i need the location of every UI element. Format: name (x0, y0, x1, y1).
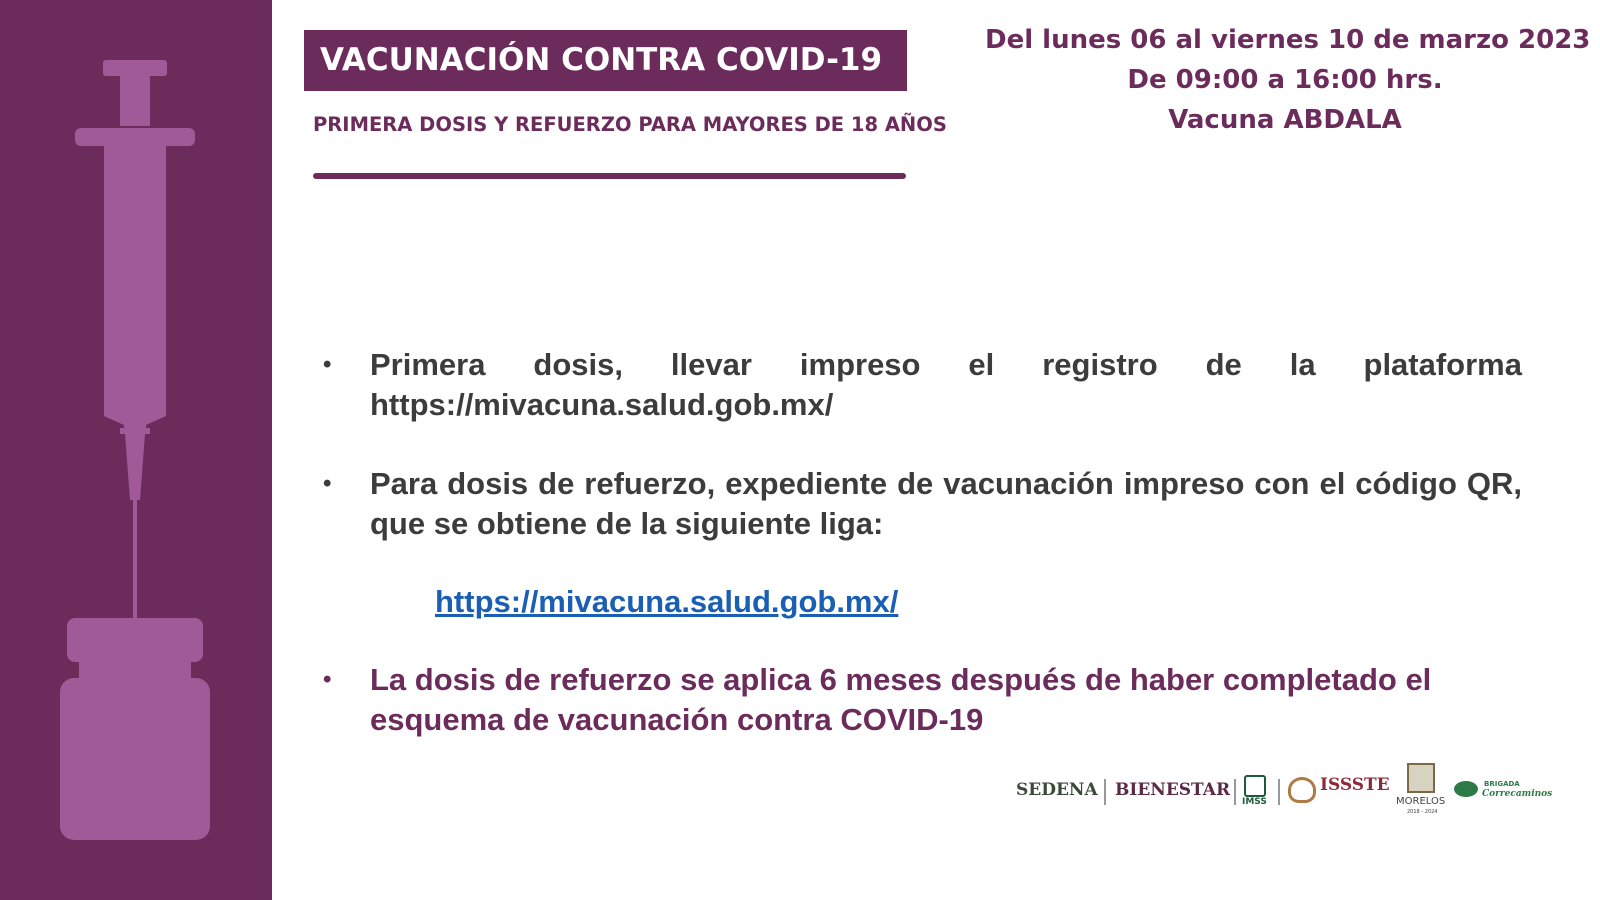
bullet-text: Primera dosis, llevar impreso el registro de la plataforma https://mivacuna.salud.gob.mx/ (370, 347, 1522, 422)
list-item (320, 345, 1522, 425)
requirements-list (320, 345, 1522, 740)
imss-logo: IMSS (1242, 797, 1267, 807)
list-item (320, 660, 1522, 740)
institution-logos (1016, 775, 1553, 835)
logo-divider (1104, 779, 1106, 805)
imss-shield-icon (1244, 775, 1266, 797)
bullet-icon: • (323, 470, 332, 497)
list-item (320, 464, 1522, 544)
sedena-logo: SEDENA (1016, 780, 1098, 800)
morelos-years: 2018 - 2024 (1407, 809, 1438, 815)
bienestar-logo: BIENESTAR (1115, 780, 1231, 800)
schedule-info (985, 20, 1591, 140)
schedule-vaccine: Vacuna ABDALA (1168, 105, 1402, 135)
bullet-text: Para dosis de refuerzo, expediente de vacunación impreso con el código QR, que se obtiene de la siguiente liga: (370, 466, 1522, 541)
page-title: VACUNACIÓN CONTRA COVID-19 (304, 30, 907, 91)
page-subtitle: PRIMERA DOSIS Y REFUERZO PARA MAYORES DE 18 AÑOS (313, 113, 947, 136)
logo-divider (1234, 779, 1236, 805)
schedule-dates: Del lunes 06 al viernes 10 de marzo 2023 (985, 25, 1591, 55)
sidebar-panel (0, 0, 272, 900)
link-row (320, 582, 1522, 622)
schedule-hours: De 09:00 a 16:00 hrs. (1127, 65, 1443, 95)
morelos-seal-icon (1407, 763, 1435, 793)
title-divider (313, 173, 906, 179)
bullet-icon: • (323, 666, 332, 693)
bullet-text: La dosis de refuerzo se aplica 6 meses después de haber completado el esquema de vacunación contra COVID-19 (370, 662, 1432, 737)
brigada-logo: BRIGADA (1484, 780, 1520, 788)
morelos-logo: MORELOS (1396, 796, 1446, 807)
bullet-icon: • (323, 351, 332, 378)
correcaminos-logo: Correcaminos (1482, 789, 1553, 799)
logo-divider (1278, 779, 1280, 805)
vaccine-registry-link[interactable]: https://mivacuna.salud.gob.mx/ (435, 584, 899, 619)
syringe-vial-icon (0, 0, 272, 900)
issste-logo: ISSSTE (1320, 775, 1390, 795)
correcaminos-bird-icon (1454, 781, 1478, 797)
issste-emblem-icon (1288, 777, 1316, 803)
